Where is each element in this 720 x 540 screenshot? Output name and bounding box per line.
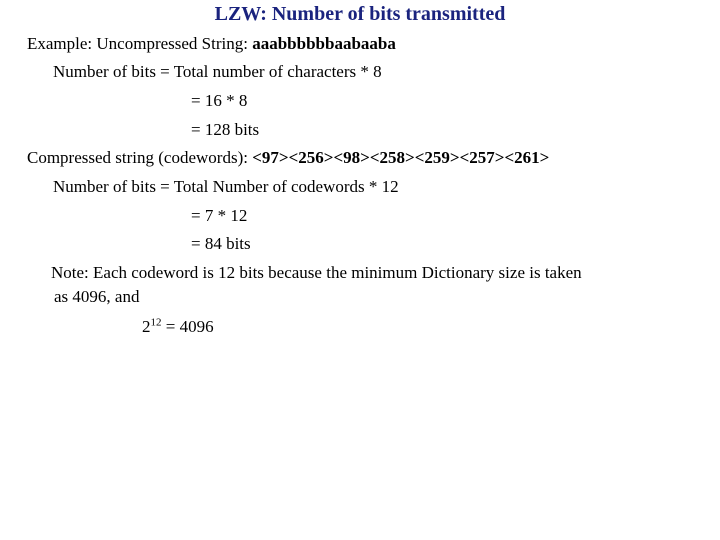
compressed-label: Compressed string (codewords):: [27, 148, 253, 167]
note-line-1: Note: Each codeword is 12 bits because the minimum Dictionary size is taken: [51, 263, 582, 282]
example-line: [27, 34, 396, 54]
compressed-value: <97><256><98><258><259><257><261>: [252, 148, 550, 167]
compressed-line: [27, 148, 549, 168]
power-exponent: 12: [150, 316, 162, 329]
bits-formula-1: Number of bits = Total number of characters * 8: [53, 62, 382, 81]
bits-calc-1b: = 128 bits: [191, 120, 260, 139]
bits-formula-2: Number of bits = Total Number of codewords * 12: [53, 177, 399, 196]
slide-title: LZW: Number of bits transmitted: [214, 3, 506, 25]
bits-calc-2b: = 84 bits: [191, 234, 251, 253]
bits-calc-2a: = 7 * 12: [191, 206, 248, 225]
bits-calc-1a: = 16 * 8: [191, 91, 248, 110]
note-line-2: as 4096, and: [54, 287, 140, 306]
example-value: aaabbbbbbaabaaba: [252, 34, 396, 53]
power-equation: [142, 317, 214, 337]
power-base: 2: [142, 317, 151, 336]
example-label: Example: Uncompressed String:: [27, 34, 253, 53]
power-result: = 4096: [161, 317, 214, 336]
